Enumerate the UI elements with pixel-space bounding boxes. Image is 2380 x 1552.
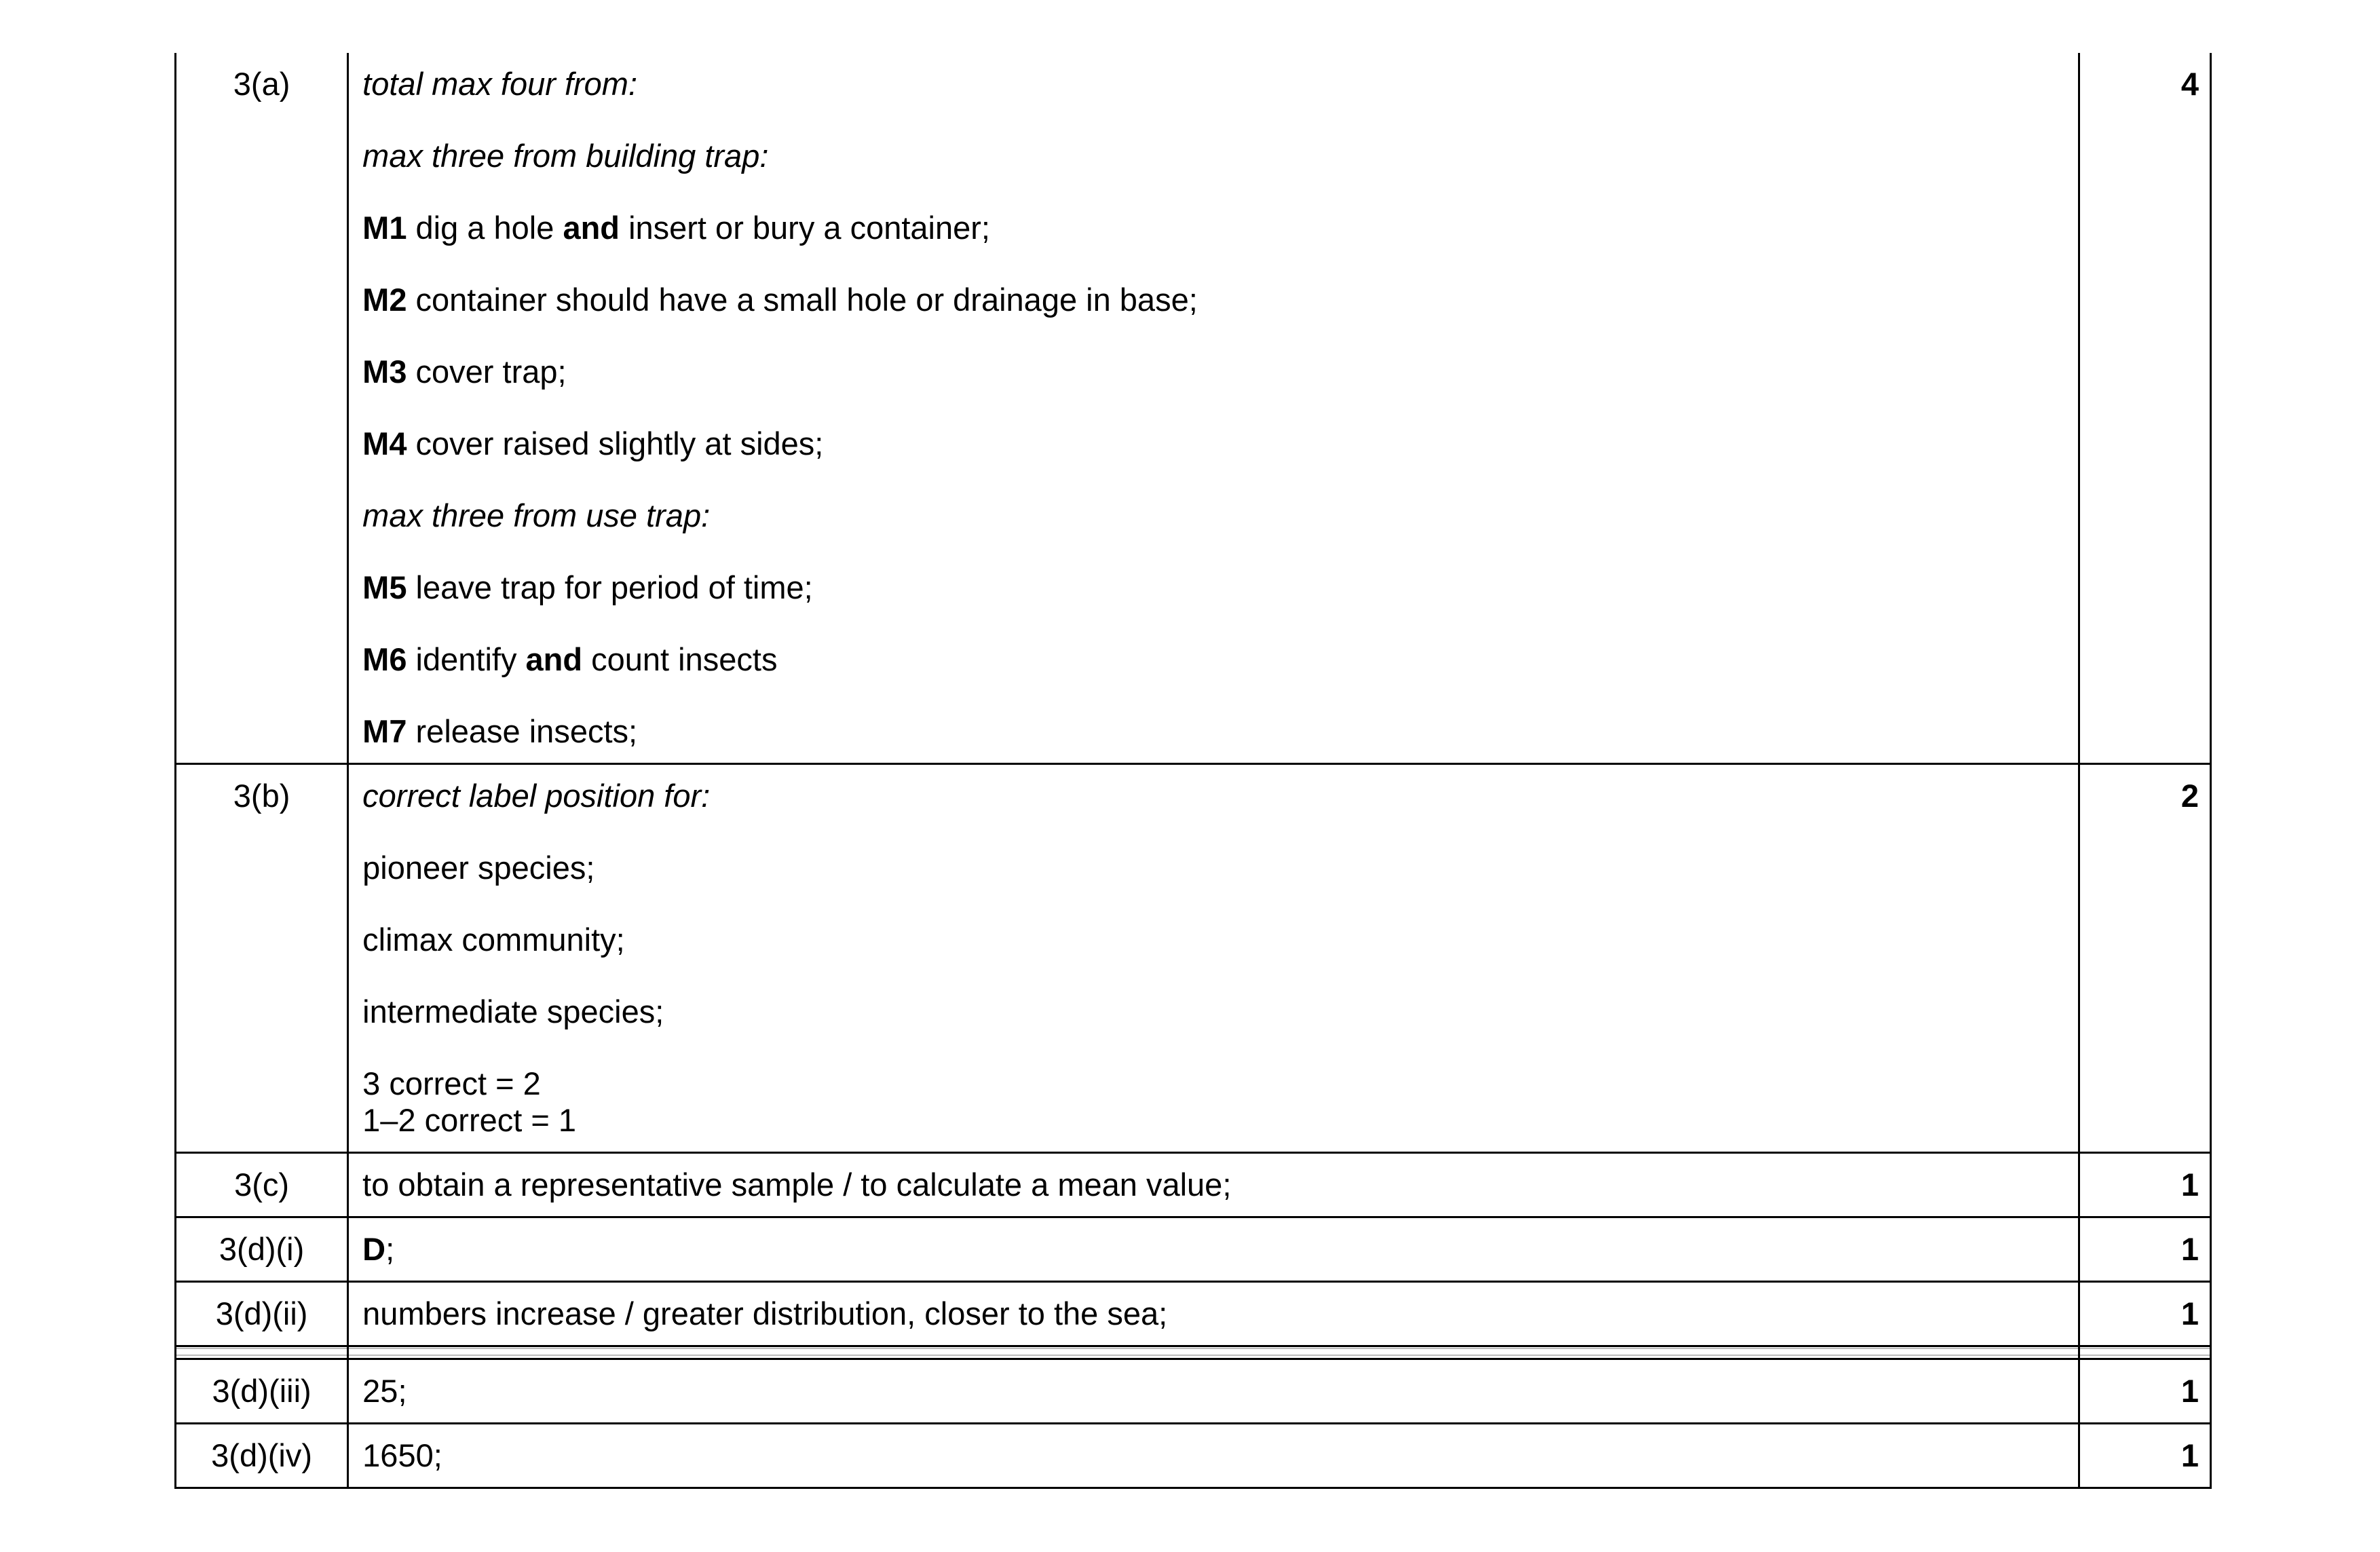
table-row [176, 1217, 2211, 1282]
scoring-rule-line: 3 correct = 2 [362, 1065, 541, 1101]
marking-point-code: M4 [362, 425, 407, 461]
mark-scheme-table [174, 53, 2212, 1489]
marking-point [362, 641, 2064, 678]
marks-value: 2 [2180, 778, 2199, 814]
answer-cell [348, 53, 2079, 764]
marks-cell [2079, 1217, 2211, 1282]
separator-cell [2079, 1346, 2211, 1359]
answer-instruction: total max four from: [362, 66, 638, 102]
marks-value: 4 [2180, 66, 2199, 102]
answer-line: intermediate species; [362, 993, 664, 1029]
marks-cell [2079, 1282, 2211, 1346]
scoring-rule-line: 1–2 correct = 1 [362, 1102, 576, 1138]
answer-line [362, 1231, 2064, 1268]
answer-line: climax community; [362, 922, 625, 958]
answer-line: pioneer species; [362, 850, 595, 886]
table-row [176, 53, 2211, 764]
marking-point-emphasis: and [525, 641, 583, 677]
marking-point-text: container should have a small hole or drainage in base; [415, 282, 1198, 318]
question-number: 3(d)(iv) [211, 1437, 312, 1473]
question-number-cell [176, 1359, 348, 1424]
answer-punctuation: ; [385, 1231, 395, 1267]
marking-point [362, 282, 2064, 318]
marking-point-code: M2 [362, 282, 407, 318]
marking-point-text: identify [415, 641, 517, 677]
marks-cell [2079, 1359, 2211, 1424]
scoring-rule [362, 1065, 2064, 1139]
question-number: 3(b) [233, 778, 290, 814]
marking-point-code: M3 [362, 354, 407, 390]
question-number: 3(d)(i) [219, 1231, 305, 1267]
table-row [176, 764, 2211, 1153]
marking-point-code: M7 [362, 713, 407, 749]
question-number: 3(d)(iii) [212, 1373, 311, 1409]
question-number-cell [176, 1217, 348, 1282]
answer-instruction: correct label position for: [362, 778, 711, 814]
question-number-cell [176, 1424, 348, 1488]
marking-point [362, 713, 2064, 750]
marking-point-text: dig a hole [415, 210, 554, 246]
marks-value: 1 [2180, 1373, 2199, 1409]
separator-cell [176, 1346, 348, 1359]
question-number-cell [176, 764, 348, 1153]
answer-instruction: max three from building trap: [362, 138, 769, 174]
marks-cell [2079, 1424, 2211, 1488]
marking-point-text: cover trap; [415, 354, 567, 390]
page-break-separator [176, 1346, 2211, 1359]
marks-cell [2079, 53, 2211, 764]
answer-cell [348, 1359, 2079, 1424]
answer-cell [348, 1217, 2079, 1282]
question-number-cell [176, 1153, 348, 1217]
question-number-cell [176, 1282, 348, 1346]
table-row [176, 1359, 2211, 1424]
marking-point-emphasis: and [563, 210, 620, 246]
marking-point [362, 569, 2064, 606]
table-row [176, 1153, 2211, 1217]
table-row [176, 1282, 2211, 1346]
marking-point [362, 210, 2064, 246]
table-row [176, 1424, 2211, 1488]
answer-line: 1650; [362, 1437, 442, 1473]
marking-point-text: leave trap for period of time; [415, 569, 813, 605]
marking-point [362, 354, 2064, 390]
marking-point-code: M1 [362, 210, 407, 246]
marking-point-text: release insects; [415, 713, 638, 749]
answer-cell [348, 1424, 2079, 1488]
question-number: 3(d)(ii) [215, 1295, 308, 1331]
answer-instruction: max three from use trap: [362, 497, 711, 533]
marks-value: 1 [2180, 1437, 2199, 1473]
answer-cell [348, 764, 2079, 1153]
answer-cell [348, 1153, 2079, 1217]
marking-point-text: cover raised slightly at sides; [415, 425, 824, 461]
mark-scheme-page [174, 53, 2212, 1489]
question-number: 3(a) [233, 66, 290, 102]
marking-point [362, 425, 2064, 462]
marking-point-code: M6 [362, 641, 407, 677]
marks-value: 1 [2180, 1231, 2199, 1267]
marking-point-text: count insects [591, 641, 778, 677]
question-number-cell [176, 53, 348, 764]
answer-letter: D [362, 1231, 386, 1267]
marks-cell [2079, 1153, 2211, 1217]
answer-line: to obtain a representative sample / to calculate a mean value; [362, 1167, 1232, 1203]
answer-line: 25; [362, 1373, 407, 1409]
separator-cell [348, 1346, 2079, 1359]
question-number: 3(c) [234, 1167, 290, 1203]
answer-cell [348, 1282, 2079, 1346]
marks-value: 1 [2180, 1167, 2199, 1203]
marks-cell [2079, 764, 2211, 1153]
answer-line: numbers increase / greater distribution, closer to the sea; [362, 1295, 1168, 1331]
marking-point-text: insert or bury a container; [628, 210, 990, 246]
marks-value: 1 [2180, 1295, 2199, 1331]
marking-point-code: M5 [362, 569, 407, 605]
